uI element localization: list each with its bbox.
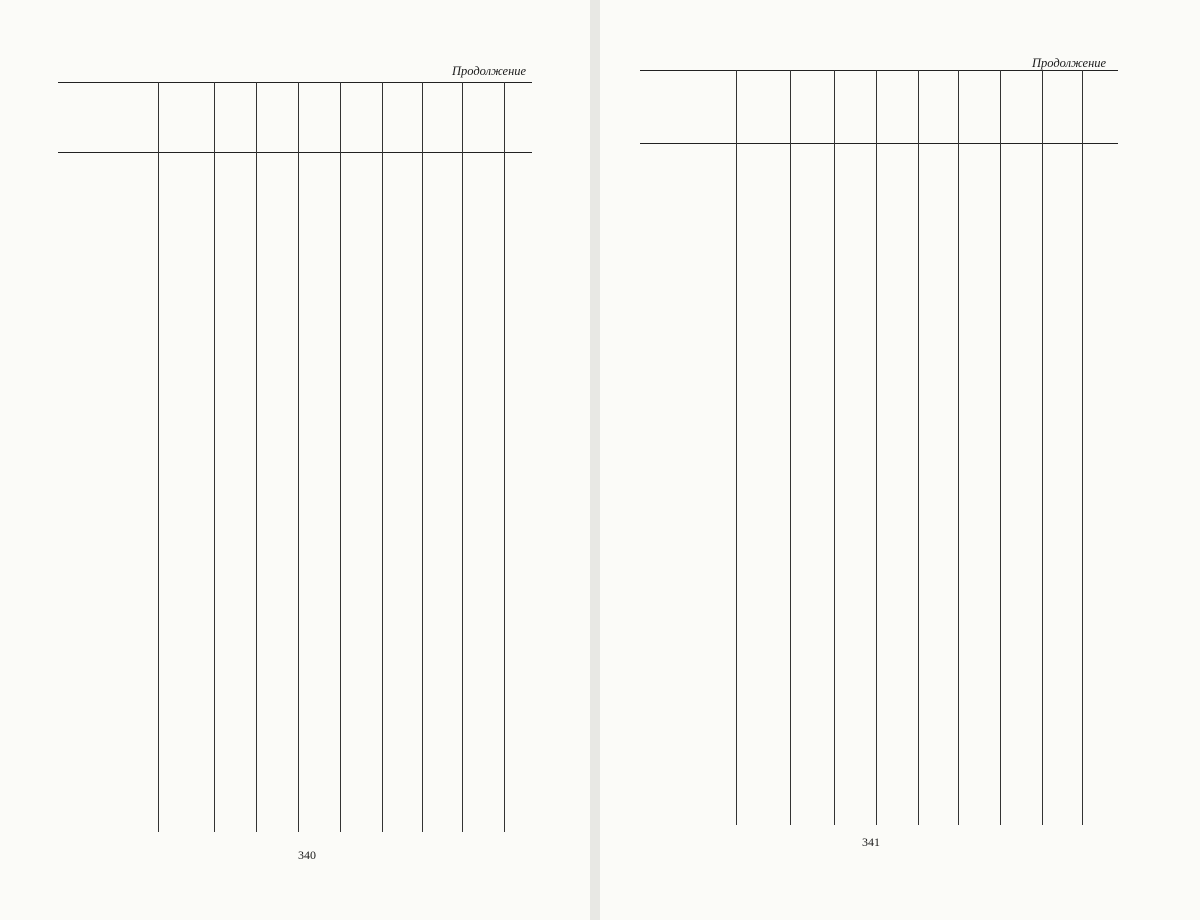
column-rule	[958, 70, 959, 825]
column-rule	[340, 82, 341, 832]
page-number-right: 341	[862, 835, 880, 849]
column-header-unit	[162, 88, 196, 148]
top-rule	[640, 70, 1118, 71]
column-header-year	[229, 88, 241, 148]
column-header-year	[849, 76, 861, 139]
left-page	[0, 0, 590, 920]
column-header-year	[1056, 76, 1068, 139]
column-rule	[736, 70, 737, 825]
header-rule	[58, 152, 532, 153]
page-number-left: 340	[298, 848, 316, 862]
column-rule	[298, 82, 299, 832]
top-rule	[58, 82, 532, 83]
column-rule	[1042, 70, 1043, 825]
column-header-year	[396, 88, 408, 148]
column-rule	[256, 82, 257, 832]
column-rule	[790, 70, 791, 825]
column-rule	[214, 82, 215, 832]
column-rule	[422, 82, 423, 832]
column-header-year	[313, 88, 325, 148]
column-rule	[1000, 70, 1001, 825]
column-header-year	[512, 88, 524, 148]
column-header-year	[436, 88, 448, 148]
column-rule	[834, 70, 835, 825]
column-header-year	[1015, 76, 1027, 139]
header-rule	[640, 143, 1118, 144]
column-rule	[876, 70, 877, 825]
column-header-year	[271, 88, 283, 148]
continuation-label-right: Продолжение	[1032, 56, 1107, 70]
column-rule	[158, 82, 159, 832]
column-rule	[918, 70, 919, 825]
column-header-year	[973, 76, 985, 139]
column-rule	[504, 82, 505, 832]
continuation-label-left: Продолжение	[452, 64, 527, 78]
column-header-year	[355, 88, 367, 148]
column-header-unit	[740, 76, 774, 139]
column-rule	[382, 82, 383, 832]
book-gutter	[590, 0, 600, 920]
column-header-year	[932, 76, 944, 139]
column-rule	[1082, 70, 1083, 825]
column-header-year	[477, 88, 489, 148]
column-header-year	[806, 76, 818, 139]
column-header-year	[891, 76, 903, 139]
column-header-year	[1094, 76, 1106, 139]
column-rule	[462, 82, 463, 832]
